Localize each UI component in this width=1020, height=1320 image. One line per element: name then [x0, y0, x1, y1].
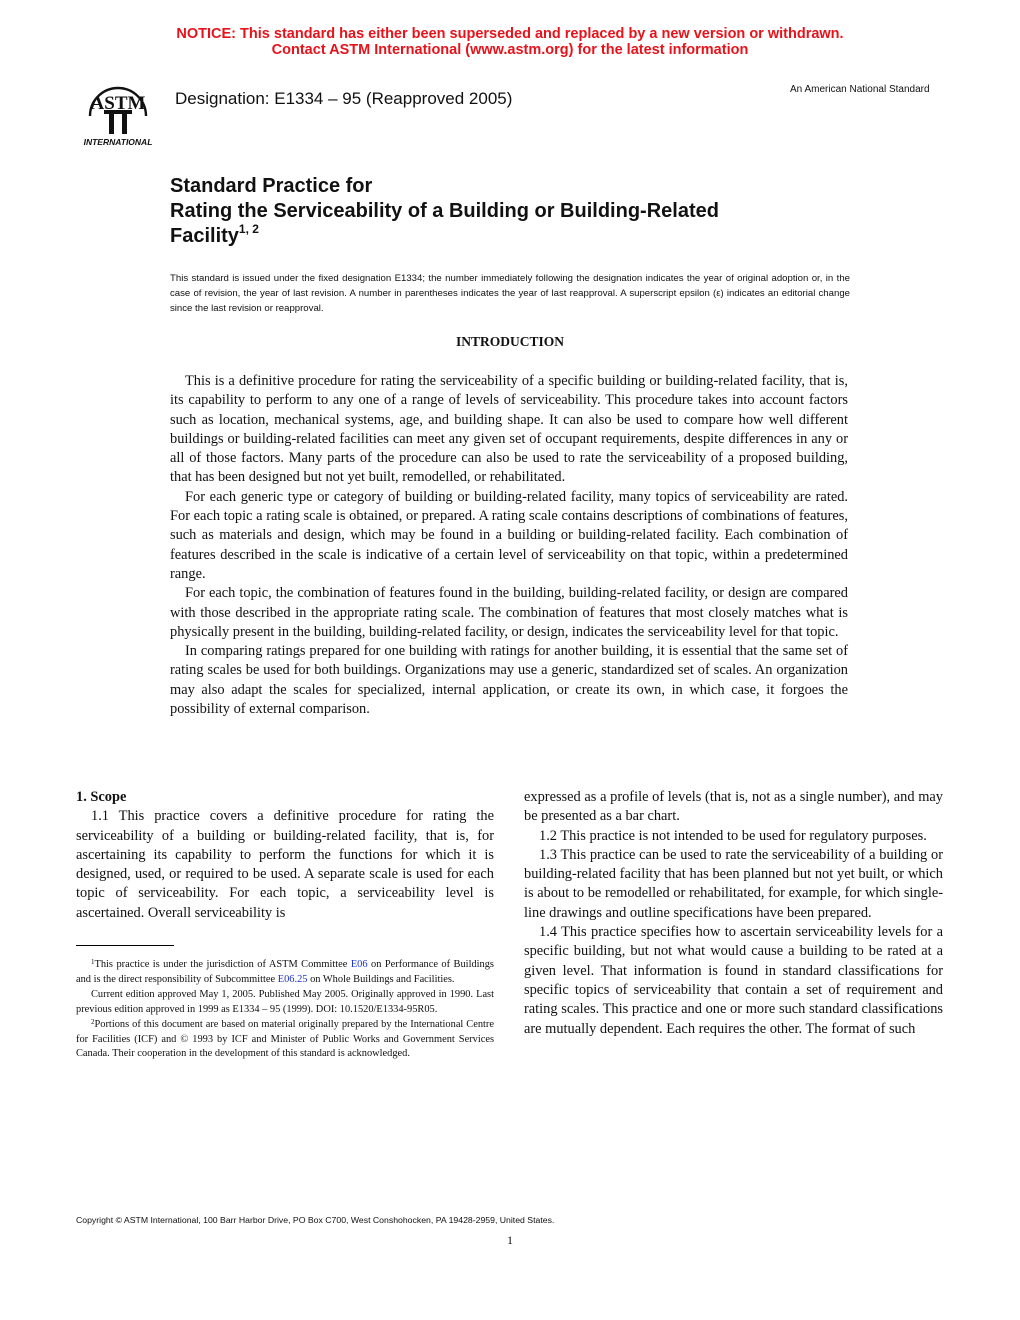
footnote-1: [76, 958, 494, 988]
title-line-3-text: Facility: [170, 225, 239, 247]
national-standard-label: An American National Standard: [790, 84, 930, 95]
copyright-footer: Copyright © ASTM International, 100 Barr Harbor Drive, PO Box C700, West Conshohocken, PA 19428-2959, United States.: [76, 1215, 555, 1225]
intro-paragraph: For each topic, the combination of features found in the building, building-related facility, or design are compared with those described in the appropriate rating scale. The combination of features that most closely matches what is physically present in the building, building-related facility, or design, indicates the serviceability level for that topic.: [170, 585, 848, 640]
logo-subtext: INTERNATIONAL: [83, 137, 153, 147]
title-line-3: [170, 224, 890, 249]
section-1-1-continued: expressed as a profile of levels (that is, not as a single number), and may be presented as a bar chart.: [524, 789, 943, 825]
footnote-1-text-a: This practice is under the jurisdiction of ASTM Committee: [94, 959, 348, 970]
footnote-2-number: 2: [91, 1017, 95, 1026]
footnote-1-text-b: on Performance of Buildings and is the direct responsibility of Subcommittee: [76, 959, 494, 985]
supersession-notice: [0, 26, 1020, 58]
title-footnote-refs: 1, 2: [238, 222, 259, 236]
introduction-body: [170, 372, 848, 719]
intro-paragraph: In comparing ratings prepared for one building with ratings for another building, it is essential that the same set of rating scales be used for both buildings. Organizations may use a generic, standardized set of scales. An organization may also adapt the scales for specialized, internal application, or create its own, in which case, it forgoes the possibility of external comparison.: [170, 643, 848, 718]
section-1-1: 1.1 This practice covers a definitive procedure for rating the serviceability of a building or building-related facility, that is, for ascertaining its capability to perform the functions for which it is designed, used, or required to be used. A separate scale is used for each topic of serviceability. For each topic, a serviceability level is ascertained. Overall serviceability is: [76, 808, 494, 921]
introduction-heading: INTRODUCTION: [455, 334, 564, 349]
committee-e06-link[interactable]: E06: [350, 959, 368, 970]
footnote-2: [76, 1018, 494, 1063]
notice-line-1: NOTICE: This standard has either been superseded and replaced by a new version or withdrawn.: [176, 26, 844, 42]
intro-paragraph: This is a definitive procedure for rating the serviceability of a specific building or building-related facility, that is, its capability to perform to any one of a range of levels of serviceability. This procedure takes into account factors such as location, mechanical systems, age, and building shape. It can also be used to compare how well different buildings or building-related facilities can meet any given set of occupant requirements, despite differences in any or all of those factors. Many parts of the procedure can also be used to rate the serviceability of a proposed building, that has been designed but not yet built, remodelled, or rehabilitated.: [170, 373, 848, 486]
title-line-1: Standard Practice for: [170, 175, 373, 197]
footnote-1-number: 1: [91, 958, 95, 966]
section-1-4: 1.4 This practice specifies how to ascertain serviceability levels for a specific building, but not what would cause a building to be rated at a given level. That information is found in standard classifications for specific topics of serviceability that contain a set of requirement and rating scales. This practice and one or more such standard classifications are mutually dependent. Each requires the other. The format of such: [524, 924, 943, 1037]
title-line-2: Rating the Serviceability of a Building or Building-Related: [170, 200, 719, 222]
intro-paragraph: For each generic type or category of building or building-related facility, many topics of serviceability are rated. For each topic a rating scale is obtained, or prepared. A rating scale contains descriptions of combinations of features, such as materials and design, which may be found in a building or building-related facility. Each combination of features described in the scale is indicative of a certain level of serviceability on that topic, within a predetermined range.: [170, 488, 848, 582]
astm-logo: [76, 76, 160, 148]
document-title: [170, 174, 890, 249]
page-number: 1: [507, 1233, 513, 1247]
footnote-divider: [76, 945, 174, 946]
left-column: [76, 788, 494, 923]
issued-note: This standard is issued under the fixed designation E1334; the number immediately following the designation indicates the year of original adoption or, in the case of revision, the year of last revision. A number in parentheses indicates the year of last reapproval. A superscript epsilon (ε) indicates an editorial change since the last revision or reapproval.: [170, 273, 850, 314]
subcommittee-e06-25-link[interactable]: E06.25: [277, 973, 308, 985]
logo-text: ASTM: [90, 93, 146, 114]
edition-note: Current edition approved May 1, 2005. Published May 2005. Originally approved in 1990. Last previous edition approved in 1999 as E1334 – 95 (1999). DOI: 10.1520/E1334-95R05.: [76, 988, 494, 1015]
section-1-3: 1.3 This practice can be used to rate the serviceability of a building or building-related facility that has been planned but not yet built, or which is about to be remodelled or rehabilitated, for example, for which single-line drawings and outline specifications have been prepared.: [524, 846, 943, 921]
right-column: [524, 788, 943, 1039]
notice-line-2: Contact ASTM International (www.astm.org) for the latest information: [271, 42, 749, 58]
designation: Designation: E1334 – 95 (Reapproved 2005): [175, 89, 513, 108]
scope-heading: 1. Scope: [76, 789, 127, 805]
footnote-1-text-c: on Whole Buildings and Facilities.: [310, 973, 455, 985]
footnote-2-text: Portions of this document are based on material originally prepared by the International Centre for Facilities (ICF) and © 1993 by ICF and Minister of Public Works and Government Services Canada. Their cooperation in the development of this standard is acknowledged.: [76, 1018, 494, 1060]
footnotes: [76, 958, 494, 1062]
section-1-2: 1.2 This practice is not intended to be used for regulatory purposes.: [539, 827, 927, 844]
